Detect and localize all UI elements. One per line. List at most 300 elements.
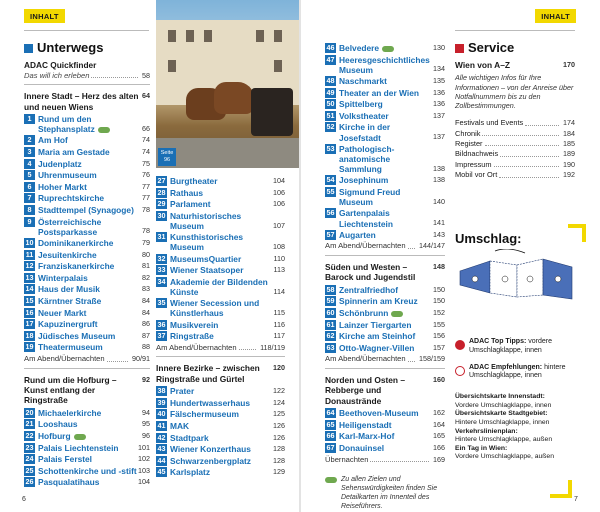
entry-name xyxy=(170,444,273,454)
toc-entry-37[interactable] xyxy=(156,331,285,342)
entry-number: 19 xyxy=(25,342,34,352)
toc-entry-26[interactable] xyxy=(24,477,150,488)
quickfinder-title: ADAC Quickfinder xyxy=(24,60,97,70)
entry-page: 136 xyxy=(433,87,445,97)
service-item-page: 184 xyxy=(563,128,575,138)
toc-entry-8[interactable] xyxy=(24,205,150,216)
entry-page: 165 xyxy=(433,431,445,441)
entry-page: 84 xyxy=(142,295,150,305)
toc-entry-58[interactable] xyxy=(325,285,445,296)
entry-name xyxy=(38,331,142,341)
entry-number: 5 xyxy=(24,170,35,180)
toc-entry-46[interactable] xyxy=(325,43,445,54)
service-item-label: Register xyxy=(455,139,483,149)
entry-page: 104 xyxy=(138,477,150,487)
toc-entry-20[interactable] xyxy=(24,408,150,419)
service-items xyxy=(455,118,575,180)
entry-name-text: Jesuitenkirche xyxy=(38,249,97,260)
entry-number: 13 xyxy=(25,272,34,282)
toc-entry-33[interactable] xyxy=(156,265,285,276)
entry-number: 55 xyxy=(326,186,335,196)
entry-name xyxy=(339,122,433,142)
toc-entry-12[interactable] xyxy=(24,261,150,272)
entry-name xyxy=(339,208,433,228)
service-item[interactable] xyxy=(455,139,575,149)
toc-entry-4[interactable] xyxy=(24,159,150,170)
unterwegs-title: Unterwegs xyxy=(24,40,150,56)
entry-name-text: Naturhistorisches Museum xyxy=(170,210,242,231)
entry-number: 63 xyxy=(326,342,335,352)
entry-page: 94 xyxy=(142,407,150,417)
entry-page: 80 xyxy=(142,249,150,259)
entry-number: 62 xyxy=(326,331,335,341)
entry-name-text: Beethoven-Museum xyxy=(339,408,419,419)
entry-name xyxy=(38,296,142,306)
photo-page-badge: Seite 96 xyxy=(158,148,176,166)
entry-name-text: Spinnerin am Kreuz xyxy=(339,296,418,307)
entry-number: 52 xyxy=(326,122,335,132)
entry-number: 8 xyxy=(24,205,35,215)
toc-entry-28[interactable] xyxy=(156,188,285,199)
toc-entry-53[interactable] xyxy=(325,144,445,175)
service-item-page: 174 xyxy=(563,118,575,128)
toc-entry-51[interactable] xyxy=(325,111,445,122)
toc-entry-66[interactable] xyxy=(325,431,445,442)
toc-entry-9[interactable] xyxy=(24,217,150,237)
red-square-icon xyxy=(455,44,464,53)
toc-entry-35[interactable] xyxy=(156,298,285,318)
toc-entry-10[interactable] xyxy=(24,238,150,249)
entry-number: 22 xyxy=(25,430,34,440)
entry-name-text: Ruprechtskirche xyxy=(38,193,105,204)
entry-page: 113 xyxy=(273,265,285,275)
service-item[interactable] xyxy=(455,160,575,170)
entry-name-text: Franziskanerkirche xyxy=(38,261,115,272)
entry-page: 162 xyxy=(433,408,445,418)
entry-page: 78 xyxy=(142,226,150,236)
entry-number: 61 xyxy=(326,319,335,329)
map-line-text: Hintere Umschlagklappe, außen xyxy=(455,436,553,444)
entry-page: 128 xyxy=(273,455,285,465)
entry-name xyxy=(38,408,142,418)
entry-name-text: Theater an der Wien xyxy=(339,87,419,98)
entry-number: 10 xyxy=(25,237,34,247)
toc-entry-41[interactable] xyxy=(156,421,285,432)
entry-name xyxy=(170,254,274,264)
toc-entry-17[interactable] xyxy=(24,319,150,330)
entry-name-text: Rathaus xyxy=(170,187,204,198)
entry-page: 88 xyxy=(142,342,150,352)
entry-name xyxy=(339,343,433,353)
entry-number: 54 xyxy=(326,175,335,185)
group-innere-bezirke[interactable]: Innere Bezirke – zwischen Ringstraße und Gürtel 120 xyxy=(156,363,285,384)
entry-name xyxy=(339,308,433,318)
entry-page: 137 xyxy=(433,110,445,120)
entry-number: 33 xyxy=(157,265,166,275)
entry-name xyxy=(38,431,142,441)
evening-row-3[interactable]: Am Abend/Übernachten 144/147 xyxy=(325,241,445,251)
entry-name xyxy=(38,477,138,487)
entry-name xyxy=(170,331,274,341)
toc-entry-38[interactable] xyxy=(156,386,285,397)
toc-entry-21[interactable] xyxy=(24,419,150,430)
entry-number: 15 xyxy=(25,295,34,305)
entry-name-text: Österreichische Postsparkasse xyxy=(38,216,102,237)
entry-number: 53 xyxy=(326,143,335,153)
entry-page: 102 xyxy=(138,454,150,464)
entry-name xyxy=(170,277,274,297)
toc-entry-60[interactable] xyxy=(325,308,445,319)
entry-page: 101 xyxy=(138,442,150,452)
toc-entry-65[interactable] xyxy=(325,420,445,431)
entry-name xyxy=(339,296,433,306)
entry-number: 16 xyxy=(25,307,34,317)
entry-number: 32 xyxy=(157,253,166,263)
service-item[interactable] xyxy=(455,149,575,159)
entry-number: 20 xyxy=(25,407,34,417)
toc-entry-31[interactable] xyxy=(156,232,285,252)
evening-row[interactable]: Am Abend/Übernachten 90/91 xyxy=(24,353,150,363)
toc-entry-45[interactable] xyxy=(156,467,285,478)
az-description: Alle wichtigen Infos für Ihre Informationen – von der Anreise über Notfallnummern bis zu den Zollbestimmungen. xyxy=(455,73,574,111)
entry-name xyxy=(339,111,433,121)
quickfinder-row[interactable]: Das will ich erleben 58 xyxy=(24,70,150,80)
entry-name-text: Parlament xyxy=(170,199,211,210)
entry-name-text: MAK xyxy=(170,420,190,431)
entry-page: 122 xyxy=(273,386,285,396)
entry-page: 166 xyxy=(433,442,445,452)
entry-number: 30 xyxy=(157,210,166,220)
toc-entry-30[interactable] xyxy=(156,211,285,231)
entry-page: 130 xyxy=(433,43,445,52)
toc-entry-5[interactable] xyxy=(24,170,150,181)
az-row[interactable]: Wien von A–Z 170 xyxy=(455,60,575,70)
entry-page: 152 xyxy=(433,307,445,317)
entry-name xyxy=(170,467,273,477)
top-rule-right xyxy=(455,30,575,31)
entry-name-text: Burgtheater xyxy=(170,176,218,186)
entry-name-text: Musikverein xyxy=(170,319,219,330)
toc-entry-59[interactable] xyxy=(325,296,445,307)
entry-number: 35 xyxy=(157,298,166,308)
entry-page: 83 xyxy=(142,284,150,294)
top-rule-left xyxy=(24,30,149,31)
entry-name-text: Naschmarkt xyxy=(339,76,387,86)
entry-name xyxy=(38,250,142,260)
toc-entry-15[interactable] xyxy=(24,296,150,307)
toc-entry-64[interactable] xyxy=(325,408,445,419)
toc-entry-16[interactable] xyxy=(24,308,150,319)
bezirke-column xyxy=(325,43,445,511)
entry-page: 124 xyxy=(273,397,285,407)
top-tipp-marker-icon xyxy=(455,340,465,350)
entry-name xyxy=(170,386,273,396)
entry-name-text: Am Hof xyxy=(38,135,68,146)
entry-name-text: Zentralfriedhof xyxy=(339,284,399,295)
entry-number: 67 xyxy=(326,442,335,452)
entry-name-text: Karlsplatz xyxy=(170,467,211,478)
entry-number: 11 xyxy=(25,249,34,259)
toc-entry-3[interactable] xyxy=(24,147,150,158)
entry-name xyxy=(38,217,142,237)
entry-name xyxy=(38,147,142,157)
entry-page: 95 xyxy=(142,419,150,429)
entry-number: 34 xyxy=(157,276,166,286)
entry-number: 31 xyxy=(157,232,166,242)
toc-entry-52[interactable] xyxy=(325,122,445,142)
toc-entry-63[interactable] xyxy=(325,343,445,354)
entry-number: 46 xyxy=(326,43,335,52)
yellow-corner-top-v xyxy=(582,224,586,242)
entry-name xyxy=(170,398,273,408)
toc-entry-23[interactable] xyxy=(24,443,150,454)
entry-page: 74 xyxy=(142,135,150,145)
toc-entry-29[interactable] xyxy=(156,199,285,210)
entry-number: 64 xyxy=(326,408,335,418)
service-item[interactable] xyxy=(455,118,575,128)
entry-number: 3 xyxy=(24,147,35,157)
service-item-page: 189 xyxy=(563,149,575,159)
entry-name-text: Wiener Staatsoper xyxy=(170,265,244,276)
entry-name-text: Kapuzinergruft xyxy=(38,319,98,330)
toc-entry-50[interactable] xyxy=(325,99,445,110)
entry-name-text: Kirche in der Josefstadt xyxy=(339,122,391,143)
entry-page: 66 xyxy=(142,123,150,133)
entry-name xyxy=(170,456,273,466)
entry-page: 104 xyxy=(273,176,285,185)
entry-name-text: Volkstheater xyxy=(339,110,389,121)
entry-page: 155 xyxy=(433,319,445,329)
toc-entry-54[interactable] xyxy=(325,175,445,186)
toc-entry-36[interactable] xyxy=(156,320,285,331)
toc-entry-40[interactable] xyxy=(156,409,285,420)
service-item-label: Bildnachweis xyxy=(455,149,499,159)
toc-entry-56[interactable] xyxy=(325,208,445,228)
entry-number: 43 xyxy=(157,444,166,454)
toc-entry-47[interactable] xyxy=(325,55,445,75)
entry-number: 23 xyxy=(25,442,34,452)
entry-number: 45 xyxy=(157,467,166,477)
entry-name-text: Looshaus xyxy=(38,419,78,430)
entry-name-text: Karl-Marx-Hof xyxy=(339,431,395,442)
entry-page: 129 xyxy=(273,467,285,477)
evening-row-4[interactable]: Am Abend/Übernachten 158/159 xyxy=(325,354,445,364)
entry-name xyxy=(170,320,274,330)
toc-entry-48[interactable] xyxy=(325,76,445,87)
entry-name xyxy=(38,342,142,352)
entry-page: 81 xyxy=(142,261,150,271)
toc-entry-34[interactable] xyxy=(156,277,285,297)
entry-page: 126 xyxy=(273,432,285,442)
toc-entry-67[interactable] xyxy=(325,443,445,454)
group-hofburg[interactable]: Rund um die Hofburg – Kunst entlang der Ringstraße 92 xyxy=(24,374,150,406)
entry-page: 87 xyxy=(142,330,150,340)
entry-name xyxy=(339,187,433,207)
entry-name-text: Pasqualatihaus xyxy=(38,477,100,488)
entry-name-text: Winterpalais xyxy=(38,272,88,283)
entry-number: 49 xyxy=(326,87,335,97)
entry-number: 25 xyxy=(25,465,34,475)
map-line-text: Vordere Umschlagklappe, innen xyxy=(455,401,552,409)
entry-name xyxy=(170,433,273,443)
entries-innere-bezirke xyxy=(156,386,285,478)
service-item[interactable] xyxy=(455,170,575,180)
toc-entry-7[interactable] xyxy=(24,193,150,204)
toc-entry-14[interactable] xyxy=(24,284,150,295)
entry-name xyxy=(170,409,273,419)
entry-name-text: Rund um den Stephansplatz xyxy=(38,114,95,135)
entry-number: 27 xyxy=(157,176,166,185)
toc-entry-62[interactable] xyxy=(325,331,445,342)
entry-page: 157 xyxy=(433,342,445,352)
empfehlung-marker-icon xyxy=(455,366,465,376)
entry-page: 136 xyxy=(433,99,445,109)
inhalt-tab-left: INHALT xyxy=(24,9,65,23)
entry-number: 12 xyxy=(25,261,34,271)
entry-name-text: Wiener Konzerthaus xyxy=(170,444,251,455)
entry-name xyxy=(170,298,274,318)
cover-fold-diagram xyxy=(455,249,575,309)
map-line-title: Übersichtskarte Innenstadt: xyxy=(455,393,545,401)
toc-entry-22[interactable] xyxy=(24,431,150,442)
top-tip-icon xyxy=(391,311,403,317)
toc-entry-11[interactable] xyxy=(24,250,150,261)
entry-name xyxy=(339,55,433,75)
service-item[interactable] xyxy=(455,129,575,139)
evening-row-5[interactable]: Übernachten 169 xyxy=(325,454,445,464)
entry-page: 79 xyxy=(142,237,150,247)
entry-page: 74 xyxy=(142,147,150,156)
entry-number: 48 xyxy=(326,76,335,85)
entry-number: 42 xyxy=(157,432,166,442)
entries-bezirke-cont xyxy=(325,43,445,240)
entry-page: 156 xyxy=(433,331,445,341)
entries-sueden-westen xyxy=(325,285,445,354)
map-line xyxy=(455,410,575,427)
toc-entry-55[interactable] xyxy=(325,187,445,207)
map-lines xyxy=(455,393,575,462)
entry-name xyxy=(38,182,142,192)
entry-number: 6 xyxy=(24,182,35,192)
evening-row-2[interactable]: Am Abend/Übernachten 118/119 xyxy=(156,342,285,352)
entry-name-text: Hoher Markt xyxy=(38,181,87,192)
entry-name-text: Stadttempel (Synagoge) xyxy=(38,204,134,215)
entry-name xyxy=(170,265,274,275)
group-sueden-westen[interactable]: Süden und Westen – Barock und Jugendstil 148 xyxy=(325,261,445,283)
toc-entry-44[interactable] xyxy=(156,456,285,467)
entry-page: 150 xyxy=(433,284,445,294)
entry-page: 78 xyxy=(142,204,150,214)
toc-entry-19[interactable] xyxy=(24,342,150,353)
entries-norden-osten xyxy=(325,408,445,453)
entry-name-text: Kunsthistorisches Museum xyxy=(170,232,244,253)
toc-entry-1[interactable] xyxy=(24,114,150,134)
toc-entry-18[interactable] xyxy=(24,331,150,342)
entry-name xyxy=(339,320,433,330)
entry-page: 77 xyxy=(142,181,150,191)
entry-number: 4 xyxy=(24,159,35,169)
toc-entry-13[interactable] xyxy=(24,273,150,284)
service-item-label: Festivals und Events xyxy=(455,118,524,128)
entry-page: 150 xyxy=(433,296,445,306)
entry-number: 36 xyxy=(157,319,166,329)
map-line-text: Hintere Umschlagklappe, innen xyxy=(455,418,550,426)
entry-name-text: Heeresgeschichtliches Museum xyxy=(339,54,430,75)
toc-entry-61[interactable] xyxy=(325,320,445,331)
toc-entry-2[interactable] xyxy=(24,135,150,146)
entry-name-text: Donauinsel xyxy=(339,442,385,453)
toc-entry-32[interactable] xyxy=(156,254,285,265)
entry-name-text: Palais Ferstel xyxy=(38,454,93,465)
entry-name-text: Wiener Secession und Künstlerhaus xyxy=(170,298,260,319)
group-innere-stadt[interactable]: Innere Stadt – Herz des alten und neuen Wiens 64 xyxy=(24,91,150,112)
entry-name xyxy=(339,144,433,175)
entry-number: 66 xyxy=(326,431,335,441)
entries-hofburg xyxy=(24,408,150,488)
entry-name xyxy=(339,420,433,430)
entry-name-text: Pathologisch-anatomische Sammlung xyxy=(339,143,395,175)
entry-name-text: Maria am Gestade xyxy=(38,147,110,157)
entry-name xyxy=(38,193,142,203)
entry-name-text: Augarten xyxy=(339,229,376,240)
toc-entry-49[interactable] xyxy=(325,88,445,99)
entry-number: 24 xyxy=(25,454,34,464)
entry-page: 137 xyxy=(433,132,445,142)
entry-name-text: Fälschermuseum xyxy=(170,409,239,420)
entry-name xyxy=(38,284,142,294)
hofburg-fiaker-photo xyxy=(156,0,299,168)
entry-page: 114 xyxy=(273,286,285,296)
toc-entry-39[interactable] xyxy=(156,398,285,409)
entry-name xyxy=(38,319,142,329)
group-norden-osten[interactable]: Norden und Osten – Rebberge und Donaustrände 160 xyxy=(325,374,445,406)
page-number-right: 7 xyxy=(574,496,578,503)
entry-page: 110 xyxy=(273,253,285,263)
entry-number: 59 xyxy=(326,296,335,306)
service-item-page: 190 xyxy=(563,159,575,169)
entry-name xyxy=(38,205,142,215)
toc-entry-42[interactable] xyxy=(156,433,285,444)
toc-entry-43[interactable] xyxy=(156,444,285,455)
toc-entry-25[interactable] xyxy=(24,466,150,477)
entry-name xyxy=(170,176,273,186)
entry-number: 14 xyxy=(25,284,34,294)
entry-name xyxy=(38,454,138,464)
entry-number: 37 xyxy=(157,331,166,341)
service-item-label: Impressum xyxy=(455,159,492,169)
entry-number: 56 xyxy=(326,208,335,218)
entry-name xyxy=(339,76,433,86)
entry-number: 26 xyxy=(25,477,34,487)
toc-entry-57[interactable] xyxy=(325,230,445,241)
entry-name xyxy=(38,238,142,248)
entry-page: 76 xyxy=(142,170,150,180)
entry-number: 44 xyxy=(157,455,166,465)
entry-name-text: Otto-Wagner-Villen xyxy=(339,342,415,353)
map-line xyxy=(455,428,575,445)
entry-number: 57 xyxy=(326,229,335,239)
entry-page: 82 xyxy=(142,272,150,282)
entry-name xyxy=(339,99,433,109)
service-item-page: 185 xyxy=(563,139,575,149)
toc-entry-6[interactable] xyxy=(24,182,150,193)
blue-square-icon xyxy=(24,44,33,53)
toc-entry-27[interactable] xyxy=(156,176,285,187)
map-line-title: Verkehrslinienplan: xyxy=(455,427,518,435)
entry-page: 107 xyxy=(273,220,285,230)
inhalt-tab-right: INHALT xyxy=(535,9,576,23)
toc-entry-24[interactable] xyxy=(24,454,150,465)
